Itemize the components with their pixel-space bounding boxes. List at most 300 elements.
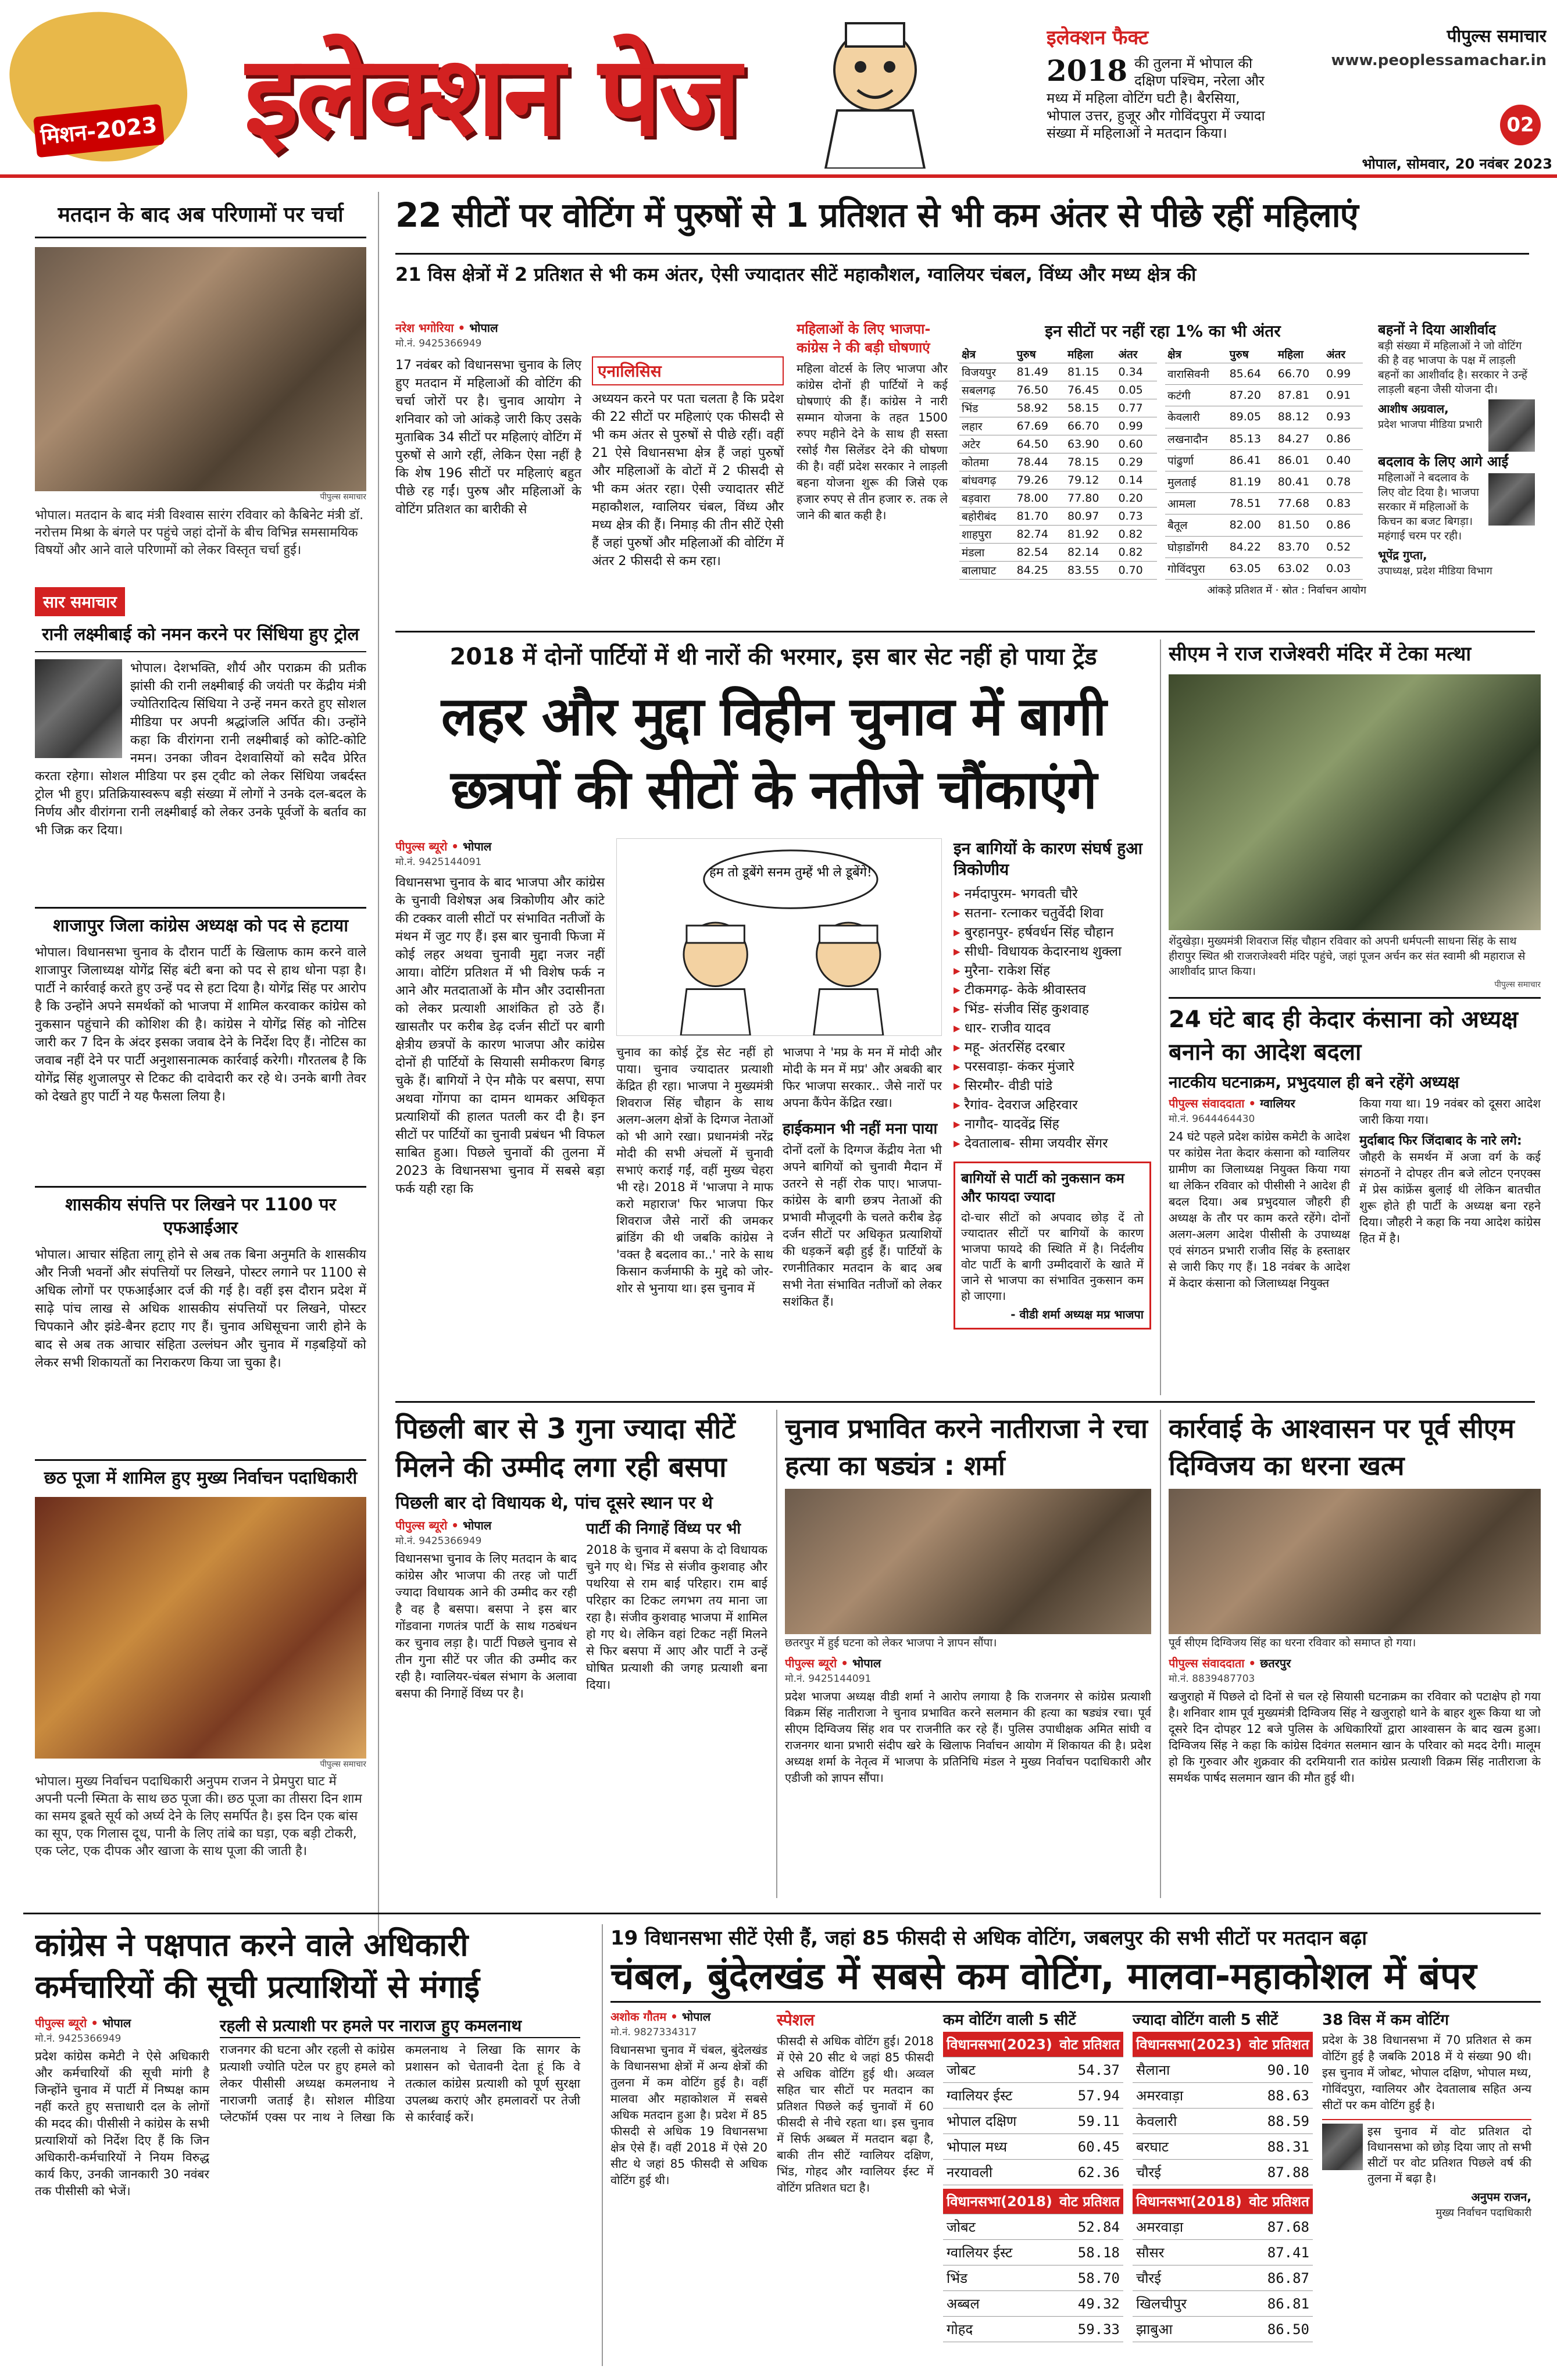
story-body: विधानसभा चुनाव के लिए मतदान के बाद कांग्रेस और भाजपा की तरह जो पार्टी ज्यादा विधायक आने की उम्मीद कर रही है वह है बसपा। बसपा ने इस बार गोंडवाना गणतंत्र पार्टी के साथ गठबंधन कर चुनाव लड़ा है। पार्टी पिछले चुनाव से तीन गुना सीटें पर जीत की उम्मीद कर रही है। ग्वालियर-चंबल संभाग के अलावा बसपा की निगाहें विंध्य पर है। <box>395 1552 577 1700</box>
table-row <box>959 381 1157 399</box>
table-cell: 0.86 <box>1324 428 1363 449</box>
column-divider <box>1160 1410 1161 1898</box>
table-cell: 76.50 <box>1015 381 1065 399</box>
byline: पीपुल्स ब्यूरो • भोपाल <box>785 1656 881 1670</box>
table-row <box>959 562 1157 580</box>
natiraja-headline: चुनाव प्रभावित करने नातीराजा ने रचा हत्या का षड्यंत्र : शर्मा <box>785 1413 1148 1481</box>
temple-headline: सीएम ने राज राजेश्वरी मंदिर में टेका मत्था <box>1169 642 1472 666</box>
photo-temple <box>1169 674 1541 930</box>
table-cell: 58.92 <box>1015 399 1065 417</box>
scheme-heading: महिलाओं के लिए भाजपा-कांग्रेस ने की बड़ी घोषणाएं <box>797 321 931 356</box>
table-cell: 77.68 <box>1276 493 1324 514</box>
table-cell: शाहपुरा <box>959 526 1015 544</box>
section-rule <box>395 631 1535 632</box>
table-cell: 63.02 <box>1276 558 1324 579</box>
rebels-list <box>954 885 1151 1153</box>
byline-phone: मो.नं. 9644464430 <box>1169 1113 1255 1125</box>
table-cell: 0.20 <box>1116 489 1157 508</box>
table-cell: 82.00 <box>1227 514 1276 536</box>
box-signature: - वीडी शर्मा अध्यक्ष मप्र भाजपा <box>1010 1307 1144 1321</box>
box-body: दो-चार सीटों को अपवाद छोड़ दें तो ज्यादातर सीटों पर बागियों के कारण भाजपा फायदे की स्थिति में है। निर्दलीय वोट पार्टी के बागी उम्मीदवारों के खाते में जाने से भाजपा का संभावित नुकसान कम हो जाएगा। <box>961 1210 1144 1303</box>
table-cell: मंडला <box>959 544 1015 562</box>
scheme-body: महिला वोटर्स के लिए भाजपा और कांग्रेस दोनों ही पार्टियों ने कई घोषणाएं की हैं। कांग्रेस ने नारी सम्मान योजना के तहत 1500 रुपए महीने देने के साथ ही सस्ता रसोई गैस सिलेंडर देने की घोषणा की है। वहीं प्रदेश सरकार ने लाड़ली बहना योजना शुरू की जिसे एक हजार रुपए से तीन हजार रु. तक ले जाने की बात कही है। <box>797 362 948 522</box>
table-cell: 90.10 <box>1245 2057 1313 2083</box>
brand-url[interactable]: www.peoplessamachar.in <box>1331 52 1547 69</box>
table-cell: 82.74 <box>1015 526 1065 544</box>
table-cell: 0.34 <box>1116 363 1157 381</box>
table-row <box>959 417 1157 435</box>
voting-headline: चंबल, बुंदेलखंड में सबसे कम वोटिंग, मालवा-महाकोशल में बंपर <box>610 1952 1541 2003</box>
table-cell: 54.37 <box>1056 2057 1123 2083</box>
table-cell: 88.12 <box>1276 406 1324 428</box>
top-story-body <box>395 320 785 622</box>
col-seat: विधानसभा(2018) <box>943 2189 1056 2214</box>
table-cell: 0.05 <box>1116 381 1157 399</box>
story-body: भोपाल। देशभक्ति, शौर्य और पराक्रम की प्रतीक झांसी की रानी लक्ष्मीबाई की जयंती पर केंद्रीय मंत्री ज्योतिरादित्य सिंधिया ने उन्हें नमन करते हुए सोशल मीडिया पर अपनी श्रद्धांजलि अर्पित की। उन्होंने कहा कि वीरांगना रानी लक्ष्मीबाई को कोटि-कोटि नमन। उनका जीवन देशवासियों को सदैव प्रेरित करता रहेगा। सोशल मीडिया पर इस ट्वीट को लेकर सिंधिया जबर्दस्त ट्रोल भी हुए। प्रतिक्रियास्वरूप बड़ी संख्या में लोगों ने उनके दल-बदल के निर्णय और वीरांगना रानी लक्ष्मीबाई को लेकर उनके पूर्वजों के बर्ताव का भी जिक्र कर दिया। <box>35 661 366 838</box>
table-cell: 0.91 <box>1324 385 1363 406</box>
cartoon-bubble: हम तो डूबेंगे सनम तुम्हें भी ले डूबेंगे! <box>709 865 872 880</box>
table-cell: 0.99 <box>1116 417 1157 435</box>
side-heading: 38 विस में कम वोटिंग <box>1322 2011 1449 2029</box>
story-left-2 <box>35 587 366 889</box>
photo-credit: पीपुल्स समाचार <box>320 492 366 502</box>
table-cell: 0.78 <box>1324 471 1363 492</box>
brand-name: पीपुल्स समाचार <box>1447 26 1547 47</box>
sub-heading: रहली से प्रत्याशी पर हमले पर नाराज हुए कमलनाथ <box>220 2015 580 2038</box>
byline-city: भोपाल <box>469 321 498 335</box>
byline-phone: मो.नं. 9425366949 <box>395 338 482 349</box>
table-cell: 0.83 <box>1324 493 1363 514</box>
table-cell: विजयपुर <box>959 363 1015 381</box>
table-cell: 85.64 <box>1227 363 1276 385</box>
table-cell: 88.59 <box>1245 2109 1313 2134</box>
table-row <box>959 471 1157 489</box>
table-row <box>1165 385 1363 406</box>
table-cell: कटंगी <box>1165 385 1227 406</box>
table-cell: 0.99 <box>1324 363 1363 385</box>
table-title: इन सीटों पर नहीं रहा 1% का भी अंतर <box>1045 321 1281 341</box>
table-cell: 86.50 <box>1245 2317 1313 2342</box>
story-left-3 <box>35 907 366 1180</box>
byline: पीपुल्स ब्यूरो • भोपाल <box>395 1518 492 1532</box>
column-divider <box>378 192 379 1936</box>
col-seat: विधानसभा(2023) <box>943 2032 1056 2057</box>
table-cell: 0.73 <box>1116 508 1157 526</box>
facts-text: की तुलना में भोपाल की दक्षिण पश्चिम, नरेला और मध्य में महिला वोटिंग घटी है। बैरसिया, भोपाल उत्तर, हुजूर और गोविंदपुरा में ज्यादा संख्या में महिलाओं ने मतदान किया। <box>1047 55 1265 141</box>
congress-story <box>35 1924 593 2366</box>
col-pct: वोट प्रतिशत <box>1056 2032 1123 2057</box>
list-item: ▸ सतना- रत्नाकर चतुर्वेदी शिवा <box>954 904 1151 923</box>
table-cell: जोबट <box>943 2214 1056 2240</box>
bsp-deck: पिछली बार दो विधायक थे, पांच दूसरे स्थान पर थे <box>395 1493 713 1513</box>
table-cell: पांढुर्णा <box>1165 449 1227 471</box>
story-left-1 <box>35 192 366 599</box>
photo-caption: भोपाल। मतदान के बाद मंत्री विश्वास सारंग रविवार को कैबिनेट मंत्री डॉ. नरोत्तम मिश्रा के बंगले पर पहुंचे जहां दोनों के बीच विभिन्न समसामयिक विषयों और आने वाले परिणामों को लेकर विस्तृत चर्चा हुई। <box>35 508 364 558</box>
table-cell: 87.81 <box>1276 385 1324 406</box>
story-heading: शाजापुर जिला कांग्रेस अध्यक्ष को पद से हटाया <box>53 916 348 936</box>
quote2-name: भूपेंद्र गुप्ता, <box>1378 548 1427 562</box>
byline-phone: मो.नं. 9425366949 <box>395 1535 482 1547</box>
byline-name: अशोक गौतम <box>610 2010 667 2024</box>
photo-dharna <box>1169 1489 1541 1634</box>
photo-caption: शेंदुखेड़ा। मुख्यमंत्री शिवराज सिंह चौहान रविवार को अपनी धर्मपत्नी साधना सिंह के साथ हीरापुर स्थित श्री राजराजेश्वरी मंदिर पहुंचे, जहां पूजन अर्चन कर संत स्वामी श्री महाराज से आशीर्वाद प्राप्त किया। <box>1169 935 1526 978</box>
table-cell: 0.03 <box>1324 558 1363 579</box>
special-badge: स्पेशल <box>777 2010 815 2029</box>
table-row <box>1165 493 1363 514</box>
byline-phone: मो.नं. 9425144091 <box>785 1673 872 1685</box>
list-item: ▸ सीधी- विधायक केदारनाथ शुक्ला <box>954 942 1151 962</box>
table-cell: अमरवाड़ा <box>1133 2214 1245 2240</box>
table-cell: 0.14 <box>1116 471 1157 489</box>
table-cell: 0.40 <box>1324 449 1363 471</box>
list-item: ▸ बुरहानपुर- हर्षवर्धन सिंह चौहान <box>954 923 1151 942</box>
table-cell: 87.68 <box>1245 2214 1313 2240</box>
section-rule <box>395 1401 1535 1403</box>
sub-body: राजनगर की घटना और रहली से कांग्रेस प्रत्याशी ज्योति पटेल पर हुए हमले को लेकर पीसीसी अध्यक्ष कमलनाथ ने नाराजगी जताई है। सोशल मीडिया प्लेटफॉर्म एक्स पर नाथ ने लिखा कि कमलनाथ ने लिखा कि सागर के प्रशासन को चेतावनी देता हूं कि वे तत्काल कांग्रेस प्रत्याशी को पूर्ण सुरक्षा उपलब्ध कराएं और हमलावरों पर तेजी से कार्रवाई करें। <box>220 2043 580 2124</box>
table-row <box>1133 2291 1313 2317</box>
table-cell: 59.33 <box>1056 2317 1123 2342</box>
column-header: महिला <box>1065 345 1116 363</box>
table-cell: ग्वालियर ईस्ट <box>943 2083 1056 2109</box>
main-kicker: 2018 में दोनों पार्टियों में थी नारों की भरमार, इस बार सेट नहीं हो पाया ट्रेंड <box>449 644 1097 670</box>
column-divider <box>602 1924 603 2366</box>
table-cell: बड़वारा <box>959 489 1015 508</box>
table-row <box>959 399 1157 417</box>
table-cell: 88.31 <box>1245 2134 1313 2160</box>
column-header: क्षेत्र <box>959 345 1015 363</box>
list-item: ▸ नर्मदापुरम- भगवती चौरे <box>954 885 1151 904</box>
rebels-title: इन बागियों के कारण संघर्ष हुआ त्रिकोणीय <box>954 839 1142 879</box>
dateline: भोपाल, सोमवार, 20 नवंबर 2023 <box>1362 156 1552 171</box>
column-header: पुरुष <box>1015 345 1065 363</box>
photo-chhath <box>35 1497 366 1759</box>
side-role: मुख्य निर्वाचन पदाधिकारी <box>1435 2207 1531 2219</box>
byline-name: नरेश भगोरिया <box>395 321 454 335</box>
low-table-2018 <box>943 2189 1123 2342</box>
table-cell: सैलाना <box>1133 2057 1245 2083</box>
story-left-5 <box>35 1459 366 1901</box>
cartoon-icon <box>802 12 948 169</box>
story-body-3: भाजपा ने 'मप्र के मन में मोदी और मोदी के मन में मप्र' और अबकी बार फिर भाजपा सरकार.. जैसे नारों पर अपना कैंपेन केंद्रित रखा। <box>783 1045 942 1110</box>
table-cell: नरयावली <box>943 2160 1056 2185</box>
table-cell: 81.15 <box>1065 363 1116 381</box>
table-cell: चौरई <box>1133 2160 1245 2185</box>
table-row <box>943 2214 1123 2240</box>
mission-badge: मिशन-2023 <box>33 104 165 158</box>
table-cell: 82.14 <box>1065 544 1116 562</box>
quote2-role: उपाध्यक्ष, प्रदेश मीडिया विभाग <box>1378 565 1492 577</box>
table-cell: मुलताई <box>1165 471 1227 492</box>
kansana-deck: नाटकीय घटनाक्रम, प्रभुदयाल ही बने रहेंगे अध्यक्ष <box>1169 1073 1459 1092</box>
quote1-name: आशीष अग्रवाल, <box>1378 402 1449 416</box>
column-header: अंतर <box>1116 345 1157 363</box>
facts-heading: इलेक्शन फैक्ट <box>1047 26 1149 49</box>
byline-phone: मो.नं. 8839487703 <box>1169 1673 1255 1685</box>
table-row <box>943 2291 1123 2317</box>
table-cell: वारासिवनी <box>1165 363 1227 385</box>
table-row <box>1133 2109 1313 2134</box>
table-cell: कोतमा <box>959 453 1015 471</box>
table-cell: केवलारी <box>1165 406 1227 428</box>
list-item: ▸ देवतालाब- सीमा जयवीर सेंगर <box>954 1134 1151 1153</box>
digvijay-headline: कार्रवाई के आश्वासन पर पूर्व सीएम दिग्विजय का धरना खत्म <box>1169 1413 1515 1481</box>
table-row <box>1133 2083 1313 2109</box>
table-cell: 0.86 <box>1324 514 1363 536</box>
story-body: 17 नवंबर को विधानसभा चुनाव के लिए हुए मतदान में महिलाओं की वोटिंग की चर्चा जोरों पर है। चुनाव आयोग ने शनिवार को जो आंकड़े जारी किए उसके मुताबिक 34 सीटों पर महिलाएं वोटिंग में पुरुषों से आगे रहीं, लेकिन ऐसा नहीं है कि शेष 196 सीटों पर महिलाएं बहुत पीछे रह गईं। पुरुष और महिलाओं के वोटिंग प्रतिशत का बारीकी से <box>395 358 581 517</box>
table-cell: 0.82 <box>1116 544 1157 562</box>
byline-name: पीपुल्स ब्यूरो <box>35 2016 87 2030</box>
table-cell: 81.49 <box>1015 363 1065 381</box>
photo-memorandum <box>785 1489 1151 1634</box>
table-row <box>959 544 1157 562</box>
story-left-4 <box>35 1186 366 1448</box>
quote-box <box>954 1162 1151 1330</box>
high-table-2018 <box>1133 2189 1313 2342</box>
page-title: इलेक्शन पेज <box>244 31 739 160</box>
box-heading: बागियों से पार्टी को नुकसान कम और फायदा ज्यादा <box>961 1170 1124 1205</box>
byline-city: भोपाल <box>463 839 492 853</box>
table-row <box>1165 406 1363 428</box>
table-cell: लहार <box>959 417 1015 435</box>
high-table-2023 <box>1133 2032 1313 2185</box>
table-row <box>1165 471 1363 492</box>
byline-name: पीपुल्स संवाददाता <box>1169 1096 1245 1110</box>
facts-year: 2018 <box>1047 53 1128 88</box>
table-cell: भिंड <box>943 2265 1056 2291</box>
bsp-headline: पिछली बार से 3 गुना ज्यादा सीटें मिलने की उम्मीद लगा रही बसपा <box>395 1413 735 1484</box>
table-cell: 67.69 <box>1015 417 1065 435</box>
list-item: ▸ मुरैना- राकेश सिंह <box>954 962 1151 981</box>
story-body: भोपाल। विधानसभा चुनाव के दौरान पार्टी के खिलाफ काम करने वाले शाजापुर जिलाध्यक्ष योगेंद्र सिंह बंटी बना को पद से हाथ धोना पड़ा है। पार्टी ने कार्रवाई करते हुए उन्हें पद से हटा दिया है। योगेंद्र सिंह पर आरोप है कि उन्होंने अपने समर्थकों को भाजपा में शामिल करवाकर कांग्रेस को नुकसान पहुंचाने की कोशिश की है। कांग्रेस ने योगेंद्र सिंह को नोटिस जारी कर 7 दिन के अंदर इसका जवाब देने के निर्देश दिए हैं। नोटिस का जवाब नहीं देने पर पार्टी अनुशासनात्मक कार्रवाई करेगी। गौरतलब है कि योगेंद्र सिंह शुजालपुर से टिकट की दावेदारी कर रहे थे। उनके बागी तेवर को देखते हुए पार्टी ने यह फैसला लिया है। <box>35 945 366 1104</box>
story-heading: रानी लक्ष्मीबाई को नमन करने पर सिंधिया हुए ट्रोल <box>35 623 366 652</box>
table-cell: 81.70 <box>1015 508 1065 526</box>
section-rule <box>23 1913 1541 1914</box>
table-cell: 66.70 <box>1276 363 1324 385</box>
table-cell: 77.80 <box>1065 489 1116 508</box>
table-cell: 60.45 <box>1056 2134 1123 2160</box>
table-row <box>959 363 1157 381</box>
table-cell: 0.70 <box>1116 562 1157 580</box>
natiraja-story <box>785 1410 1151 1898</box>
side-note: इस चुनाव में वोट प्रतिशत दो विधानसभा को छोड़ दिया जाए तो सभी सीटों पर वोट प्रतिशत पिछले वर्ष की तुलना में बढ़ा है। <box>1367 2124 1531 2185</box>
table-cell: 85.13 <box>1227 428 1276 449</box>
table-cell: 89.05 <box>1227 406 1276 428</box>
table-cell: बरघाट <box>1133 2134 1245 2160</box>
col-pct: वोट प्रतिशत <box>1056 2189 1123 2214</box>
byline: पीपुल्स संवाददाता • छतरपुर <box>1169 1656 1291 1670</box>
table-cell: 78.00 <box>1015 489 1065 508</box>
digvijay-story <box>1169 1410 1541 1898</box>
table-cell: 83.55 <box>1065 562 1116 580</box>
table-cell: 57.94 <box>1056 2083 1123 2109</box>
bsp-story <box>395 1410 767 1898</box>
table-row <box>943 2109 1123 2134</box>
table-cell: 66.70 <box>1065 417 1116 435</box>
table-cell: 76.45 <box>1065 381 1116 399</box>
note-text: आंकड़े प्रतिशत में <box>1207 584 1272 596</box>
list-item: ▸ सिरमौर- वीडी पांडे <box>954 1077 1151 1096</box>
source-text: स्रोत : निर्वाचन आयोग <box>1282 584 1366 596</box>
table-row <box>1133 2160 1313 2185</box>
gap-table-right <box>1165 345 1363 580</box>
table-cell: 0.82 <box>1116 526 1157 544</box>
headline-rule <box>395 253 1529 255</box>
table-cell: 62.36 <box>1056 2160 1123 2185</box>
byline: अशोक गौतम • भोपाल <box>610 2010 711 2024</box>
election-fact <box>1047 23 1267 169</box>
masthead <box>0 0 1557 174</box>
quote1-text: बड़ी संख्या में महिलाओं ने जो वोटिंग की है वह भाजपा के पक्ष में लाड़ली बहनों का आशीर्वाद है। सरकार ने उन्हें लाड़ली बहना जैसी योजना दी। <box>1378 340 1527 396</box>
page-number: 02 <box>1500 105 1541 145</box>
story-body: खजुराहो में पिछले दो दिनों से चल रहे सियासी घटनाक्रम का रविवार को पटाक्षेप हो गया है। शनिवार शाम पूर्व मुख्यमंत्री दिग्विजय सिंह ने खजुराहो थाने के बाहर शुरू किया था जो दूसरे दिन दोपहर 12 बजे पुलिस के अधिकारियों द्वारा आश्वासन के बाद खत्म हुआ। दिग्विजय सिंह ने कहा कि कांग्रेस दिवंगत सलमान खान के परिवार को मदद देगी। मालूम हो कि गुरुवार और शुक्रवार की दरमियानी रात कांग्रेस प्रत्याशी विक्रम सिंह नातीराजा के समर्थक पार्षद सलमान खान की मौत हुई थी। <box>1169 1689 1541 1785</box>
story-body-2: किया गया था। 19 नवंबर को दूसरा आदेश जारी किया गया। <box>1359 1096 1541 1127</box>
byline-name: पीपुल्स संवाददाता <box>1169 1656 1245 1670</box>
table-cell: आमला <box>1165 493 1227 514</box>
avatar-scindia <box>35 659 122 758</box>
list-item: ▸ भिंड- संजीव सिंह कुशवाह <box>954 1000 1151 1019</box>
table-cell: 86.41 <box>1227 449 1276 471</box>
table-cell: ग्वालियर ईस्ट <box>943 2240 1056 2265</box>
byline-phone: मो.नं. 9425144091 <box>395 856 482 868</box>
quote1-role: प्रदेश भाजपा मीडिया प्रभारी <box>1378 419 1483 431</box>
table-row <box>1165 363 1363 385</box>
table-cell: जोबट <box>943 2057 1056 2083</box>
table-cell: 81.19 <box>1227 471 1276 492</box>
byline-name: पीपुल्स ब्यूरो <box>785 1656 837 1670</box>
table-cell: 87.41 <box>1245 2240 1313 2265</box>
byline-city: भोपाल <box>681 2010 711 2024</box>
table-row <box>943 2240 1123 2265</box>
quote2-text: महिलाओं ने बदलाव के लिए वोट दिया है। भाजपा सरकार में महिलाओं के किचन का बजट बिगड़ा। महंगाई चरम पर रही। <box>1378 471 1479 542</box>
col-pct: वोट प्रतिशत <box>1245 2032 1313 2057</box>
story-body: विधानसभा चुनाव के बाद भाजपा और कांग्रेस के चुनावी विशेषज्ञ अब त्रिकोणीय और कांटे की टक्कर वाली सीटों पर संभावित नतीजों के मंथन में जुट गए हैं। इस बार चुनावी फिजा में कोई लहर अथवा चुनावी मुद्दा नजर नहीं आया। वोटिंग प्रतिशत में भी विशेष फर्क न आने और मतदाताओं के मौन और उदासीनता को लेकर प्रत्याशी आशंकित हो उठे हैं। खासतौर पर करीब डेढ़ दर्जन सीटों पर बागी क्षेत्रीय छत्रपों के कारण भाजपा और कांग्रेस दोनों ही पार्टियों के सियासी समीकरण बिगड़ चुके हैं। बागियों ने ऐन मौके पर बसपा, सपा अथवा गोंगपा का दामन थामकर अधिकृत प्रत्याशियों की हालत पतली कर दी है। इन सीटों पर पार्टियों का चुनावी प्रबंधन भी विफल साबित हुआ। पिछले चुनावों की तुलना में 2023 के विधानसभा चुनाव में सबसे बड़ा फर्क यही रहा कि <box>395 875 605 1196</box>
byline-name: पीपुल्स ब्यूरो <box>395 1518 448 1532</box>
table-cell: 52.84 <box>1056 2214 1123 2240</box>
low-title: कम वोटिंग वाली 5 सीटें <box>943 2011 1076 2029</box>
table-row <box>959 435 1157 453</box>
brand <box>1308 23 1547 70</box>
table-cell: भोपाल दक्षिण <box>943 2109 1056 2134</box>
table-cell: 49.32 <box>1056 2291 1123 2317</box>
sub-body: जौहरी के समर्थन में अजा वर्ग के कई संगठनों ने दोपहर तीन बजे लोटन एनएक्स में प्रेस कांफ्रेंस बुलाई थी लेकिन बातचीत शुरू होते ही पार्टी के अध्यक्ष बना रहने दिया। जौहरी ने कहा कि नया आदेश कांग्रेस हित में है। <box>1359 1150 1541 1245</box>
table-row <box>1133 2214 1313 2240</box>
table-row <box>1133 2317 1313 2342</box>
sub-body: दोनों दलों के दिग्गज केंद्रीय नेता भी अपने बागियों को चुनावी मैदान में उतरने से नहीं रोक पाए। भाजपा-कांग्रेस के बागी छत्रप नेताओं की प्रभावी मौजूदगी के चलते करीब डेढ़ दर्जन सीटों पर अधिकृत प्रत्याशियों की धड़कनें बढ़ी हुई हैं। पार्टियों के रणनीतिकार मतदान के बाद अब सभी नेता संभावित नतीजों को लेकर सशंकित हैं। <box>783 1143 942 1309</box>
story-body-2: फीसदी से अधिक वोटिंग हुई। 2018 में ऐसे 20 सीट थे जहां 85 फीसदी से अधिक वोटिंग हुई थी। अव्वल सहित चार सीटों पर मतदान का प्रतिशत पिछले कई चुनावों में 60 फीसदी से नीचे रहता था। इस चुनाव में सिर्फ अब्बल में मतदान बढ़ा है, बाकी तीन सीटें ग्वालियर दक्षिण, भिंड, गोहद और ग्वालियर ईस्ट में वोटिंग प्रतिशत घटा है। <box>777 2034 934 2195</box>
congress-headline: कांग्रेस ने पक्षपात करने वाले अधिकारी कर्मचारियों की सूची प्रत्याशियों से मंगाई <box>35 1927 480 2005</box>
top-headline: 22 सीटों पर वोटिंग में पुरुषों से 1 प्रतिशत से भी कम अंतर से पीछे रहीं महिलाएं <box>395 195 1358 235</box>
table-row <box>1165 449 1363 471</box>
table-cell: 84.22 <box>1227 536 1276 558</box>
low-table-2023 <box>943 2032 1123 2185</box>
main-story <box>395 639 1151 1395</box>
table-row <box>1165 514 1363 536</box>
sub-heading: हाईकमान भी नहीं मना पाया <box>783 1120 938 1138</box>
side-name: अनुपम राजन, <box>1471 2190 1531 2204</box>
sub-heading: पार्टी की निगाहें विंध्य पर भी <box>586 1520 741 1538</box>
quote1-heading: बहनों ने दिया आशीर्वाद <box>1378 321 1496 338</box>
list-item: ▸ धार- राजीव यादव <box>954 1019 1151 1038</box>
table-cell: अटेर <box>959 435 1015 453</box>
photo-credit: पीपुल्स समाचार <box>320 1760 366 1769</box>
table-cell: 78.44 <box>1015 453 1065 471</box>
table-cell: खिलचीपुर <box>1133 2291 1245 2317</box>
table-cell: 0.60 <box>1116 435 1157 453</box>
avatar-quote2 <box>1488 473 1535 526</box>
byline-name: पीपुल्स ब्यूरो <box>395 839 448 853</box>
story-heading: छठ पूजा में शामिल हुए मुख्य निर्वाचन पदाधिकारी <box>44 1468 358 1488</box>
table-cell: 87.88 <box>1245 2160 1313 2185</box>
gap-table-left <box>959 345 1157 580</box>
table-cell: 87.20 <box>1227 385 1276 406</box>
story-heading: मतदान के बाद अब परिणामों पर चर्चा <box>35 192 366 238</box>
table-row <box>1133 2134 1313 2160</box>
table-cell: 88.63 <box>1245 2083 1313 2109</box>
analysis-badge: एनालिसिस <box>592 356 784 385</box>
table-cell: केवलारी <box>1133 2109 1245 2134</box>
table-cell: 0.52 <box>1324 536 1363 558</box>
col-seat: विधानसभा(2018) <box>1133 2189 1245 2214</box>
avatar-rajan <box>1322 2124 1363 2170</box>
table-row <box>943 2083 1123 2109</box>
right-story <box>1169 639 1541 1395</box>
story-body: प्रदेश कांग्रेस कमेटी ने ऐसे अधिकारी और कर्मचारियों की सूची मांगी है जिन्होंने चुनाव में पार्टी में निष्पक्ष काम नहीं करते हुए सत्ताधारी दल के लोगों की मदद की। पीसीसी ने कांग्रेस के सभी प्रत्याशियों को निर्देश दिए हैं कि जिन अधिकारी-कर्मचारियों ने नियम विरुद्ध कार्य किए, उनकी जानकारी 30 नवंबर तक पीसीसी को भेजें। <box>35 2049 209 2198</box>
table-row <box>943 2317 1123 2342</box>
table-cell: 59.11 <box>1056 2109 1123 2134</box>
table-cell: 63.05 <box>1227 558 1276 579</box>
table-cell: 81.92 <box>1065 526 1116 544</box>
table-cell: 78.51 <box>1227 493 1276 514</box>
story-body: विधानसभा चुनाव में चंबल, बुंदेलखंड के विधानसभा क्षेत्रों में अन्य क्षेत्रों की तुलना में कम वोटिंग हुई है। वहीं मालवा और महाकोशल में सबसे अधिक मतदान हुआ है। प्रदेश में 85 फीसदी से अधिक 19 विधानसभा क्षेत्र ऐसे हैं। वहीं 2018 में ऐसे 20 सीट थे जहां 85 फीसदी से अधिक वोटिंग हुई थी। <box>610 2043 767 2187</box>
table-row <box>943 2265 1123 2291</box>
table-cell: सौसर <box>1133 2240 1245 2265</box>
table-cell: 0.93 <box>1324 406 1363 428</box>
byline-city: ग्वालियर <box>1260 1096 1295 1110</box>
list-item: ▸ नागौद- यादवेंद्र सिंह <box>954 1115 1151 1134</box>
table-cell: 83.70 <box>1276 536 1324 558</box>
table-row <box>1165 558 1363 579</box>
table-row <box>959 508 1157 526</box>
quote2-heading: बदलाव के लिए आगे आईं <box>1378 453 1509 470</box>
photo-credit: पीपुल्स समाचार <box>1494 980 1541 989</box>
avatar-quote1 <box>1488 399 1535 452</box>
table-cell: भिंड <box>959 399 1015 417</box>
table-cell: 86.87 <box>1245 2265 1313 2291</box>
table-cell: अमरवाड़ा <box>1133 2083 1245 2109</box>
table-cell: 79.26 <box>1015 471 1065 489</box>
table-cell: भोपाल मध्य <box>943 2134 1056 2160</box>
byline: पीपुल्स ब्यूरो • भोपाल <box>395 839 492 853</box>
table-row <box>1133 2240 1313 2265</box>
list-item: ▸ महू- अंतरसिंह दरबार <box>954 1038 1151 1057</box>
column-header: अंतर <box>1324 345 1363 363</box>
side-body: प्रदेश के 38 विधानसभा में 70 प्रतिशत से कम वोटिंग हुई है जबकि 2018 में ये संख्या 90 थी। इस चुनाव में जोबट, भोपाल दक्षिण, भोपाल मध्य, गोविंदपुरा, ग्वालियर और देवतालाब सहित अन्य सीटों पर कम वोटिंग हुई है। <box>1322 2033 1531 2112</box>
gap-table-box <box>959 320 1366 622</box>
story-body-2: अध्ययन करने पर पता चलता है कि प्रदेश की 22 सीटों पर महिलाएं एक फीसदी से भी कम अंतर से पुरुषों से पीछे रहीं। वहीं 21 ऐसे विधानसभा क्षेत्र हैं जहां पुरुषों और महिलाओं के वोटों में 2 फीसदी से भी कम अंतर रहा। ऐसी ज्यादातर सीटें महाकौशल, ग्वालियर चंबल, विंध्य और मध्य क्षेत्र की हैं। निमाड़ की तीन सीटें ऐसी हैं जहां पुरुषों और महिलाओं की वोटिंग में अंतर 2 फीसदी से कम रहा। <box>592 392 784 569</box>
byline-city: भोपाल <box>852 1656 881 1670</box>
table-cell: 84.27 <box>1276 428 1324 449</box>
table-cell: 58.70 <box>1056 2265 1123 2291</box>
column-divider <box>776 1410 777 1898</box>
table-cell: 80.97 <box>1065 508 1116 526</box>
column-header: पुरुष <box>1227 345 1276 363</box>
table-cell: बहोरीबंद <box>959 508 1015 526</box>
table-cell: 0.29 <box>1116 453 1157 471</box>
table-cell: 86.81 <box>1245 2291 1313 2317</box>
table-cell: 81.50 <box>1276 514 1324 536</box>
list-item: ▸ रैगांव- देवराज अहिरवार <box>954 1096 1151 1115</box>
list-item: ▸ टीकमगढ़- केके श्रीवास्तव <box>954 981 1151 1000</box>
